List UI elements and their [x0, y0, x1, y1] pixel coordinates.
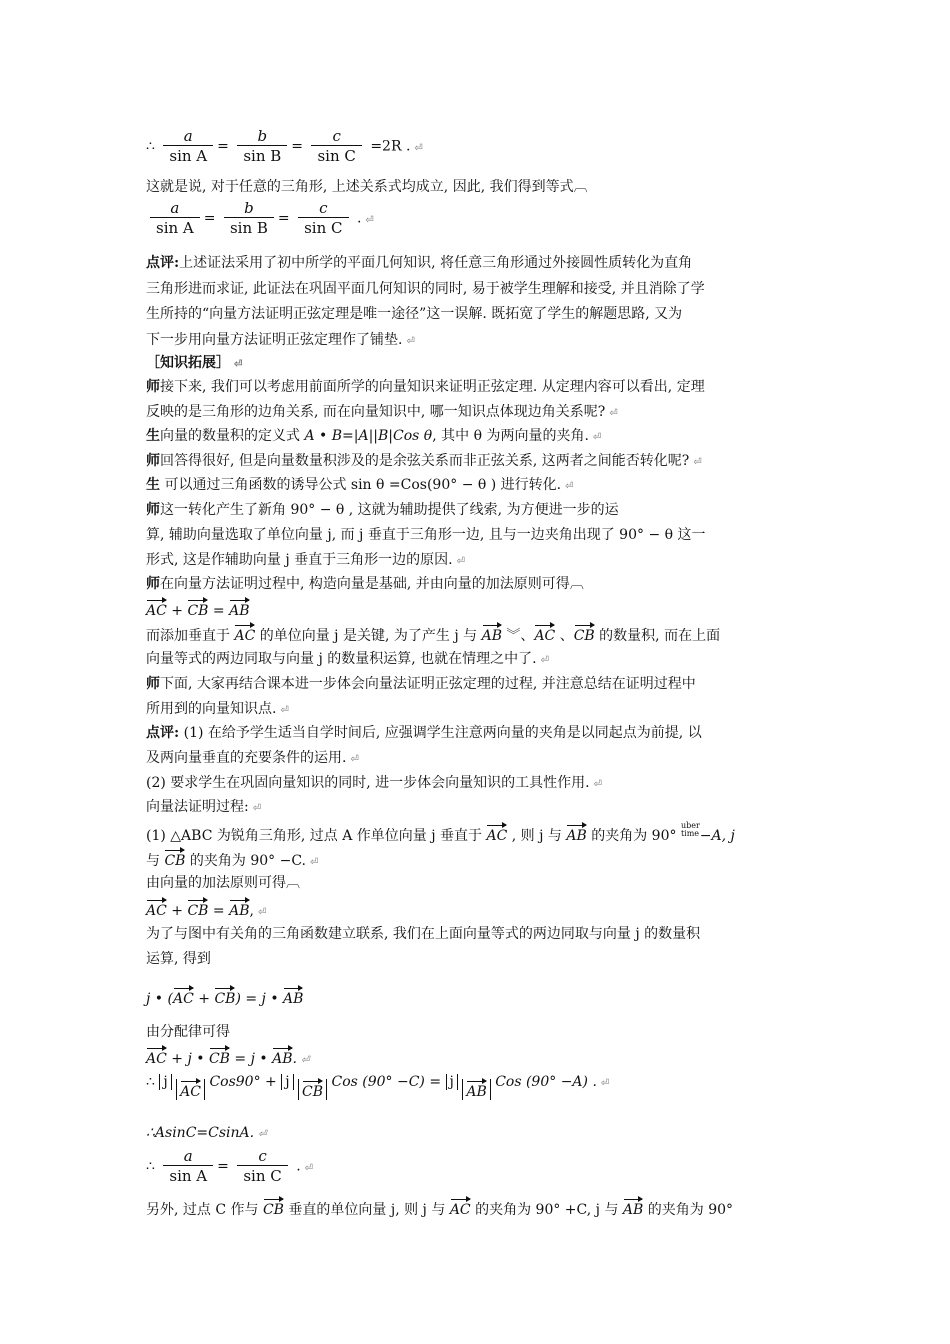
paragraph-conclusion: 这就是说, 对于任意的三角形, 上述关系式均成立, 因此, 我们得到等式︹ — [146, 179, 588, 195]
proof-1-line-2: 与 CB 的夹角为 90° −C. ⏎ — [146, 848, 810, 873]
vector-AB: AB — [229, 598, 249, 618]
teacher-5-line-1: 师下面, 大家再结合课本进一步体会向量法证明正弦定理的过程, 并注意总结在证明过程中 — [146, 676, 696, 692]
fraction-b-sinB: $\frac{b}{\text{sin B}}$ — [224, 200, 274, 237]
proof-addition-rule: 由向量的加法原则可得︹ — [146, 875, 300, 891]
return-mark: ⏎ — [414, 142, 423, 154]
equation-magnitudes: ∴ j AC Cos90° + j CB Cos (90° −C) = j AB Cos (90° −A) . ⏎ — [146, 1074, 610, 1100]
student-2: 生 可以通过三角函数的诱导公式 sin θ =Cos(90° − θ ) 进行转化. ⏎ — [146, 477, 574, 493]
fraction-b-sinB: $\frac{b}{\text{sin B}}$ — [237, 128, 287, 165]
equation-j-dot: j • (AC + CB) = j • AB — [146, 986, 810, 1009]
teacher-3-line-2: 算, 辅助向量选取了单位向量 j, 而 j 垂直于三角形一边, 且与一边夹角出现了 90° − θ 这一 — [146, 527, 706, 543]
proof-1-line-1: (1) △ABC 为锐角三角形, 过点 A 作单位向量 j 垂直于 AC , 则 j 与 AB 的夹角为 90° uber time −A, j — [146, 821, 735, 844]
comment-2-line-2: 及两向量垂直的充要条件的运用. ⏎ — [146, 750, 359, 766]
fraction-a-sinA: $\frac{a}{\text{sin A}}$ — [163, 128, 213, 165]
section-heading: ［知识拓展］ ⏎ — [146, 355, 243, 371]
proof-paragraph-line-2: 运算, 得到 — [146, 951, 211, 967]
fraction-a-sinA: $\frac{a}{\text{sin A}}$ — [150, 200, 200, 237]
comment-1-line-4: 下一步用向量方法证明正弦定理作了铺垫. ⏎ — [146, 332, 415, 348]
comment-1-line-3: 生所持的“向量方法证明正弦定理是唯一途径”这一误解. 既拓宽了学生的解题思路, 又为 — [146, 306, 683, 322]
vector-equation-1: AC + CB = AB — [146, 598, 810, 621]
fraction-c-sinC: $\frac{c}{\text{sin C}}$ — [311, 128, 361, 165]
formula-a-c: ∴ $\frac{a}{\text{sin A}}$ = $\frac{c}{\text{sin C}}$ . ⏎ — [146, 1147, 314, 1185]
comment-1-line-1: 点评:上述证法采用了初中所学的平面几何知识, 将任意三角形通过外接圆性质转化为直角 — [146, 255, 693, 271]
student-1: 生向量的数量积的定义式 A • B=|A||B|Cos θ, 其中 θ 为两向量的夹角. ⏎ — [146, 428, 602, 444]
equation-asinC: ∴AsinC=CsinA. ⏎ — [146, 1125, 267, 1141]
teacher-3-line-3: 形式, 这是作辅助向量 j 垂直于三角形一边的原因. ⏎ — [146, 552, 465, 568]
teacher-3-line-1: 师这一转化产生了新角 90° − θ , 这就为辅助提供了线索, 为方便进一步的运 — [146, 502, 619, 518]
teacher-4: 师在向量方法证明过程中, 构造向量是基础, 并由向量的加法原则可得︹ — [146, 576, 584, 592]
formula-law-of-sines-2R: ∴ $\frac{a}{\text{sin A}}$ = $\frac{b}{\text{sin B}}$ = $\frac{c}{\text{sin C}}$ =2R . ⏎ — [146, 127, 423, 165]
fraction-c-sinC: $\frac{c}{\text{sin C}}$ — [298, 200, 348, 237]
vector-AC: AC — [146, 598, 167, 618]
proof-paragraph-line-1: 为了与图中有关角的三角函数建立联系, 我们在上面向量等式的两边同取与向量 j 的数量积 — [146, 926, 701, 942]
proof-title: 向量法证明过程: ⏎ — [146, 799, 262, 815]
comment-1-line-2: 三角形进而求证, 此证法在巩固平面几何知识的同时, 易于被学生理解和接受, 并且消除了学 — [146, 281, 705, 297]
vector-equation-2: AC + CB = AB, ⏎ — [146, 898, 810, 923]
stray-glyph: uber time — [680, 821, 700, 838]
paragraph-2-line-2: 向量等式的两边同取与向量 j 的数量积运算, 也就在情理之中了. ⏎ — [146, 651, 549, 667]
paragraph-2-line-1: 而添加垂直于 AC 的单位向量 j 是关键, 为了产生 j 与 AB ︾、AC 、CB 的数量积, 而在上面 — [146, 623, 810, 646]
comment-2-line-3: (2) 要求学生在巩固向量知识的同时, 进一步体会向量知识的工具性作用. ⏎ — [146, 775, 603, 791]
equation-distributed: AC + j • CB = j • AB. ⏎ — [146, 1046, 810, 1071]
last-line: 另外, 过点 C 作与 CB 垂直的单位向量 j, 则 j 与 AC 的夹角为 90° +C, j 与 AB 的夹角为 90° — [146, 1197, 810, 1220]
comment-2-line-1: 点评: (1) 在给予学生适当自学时间后, 应强调学生注意两向量的夹角是以同起点为前提, 以 — [146, 725, 702, 741]
distributive-law: 由分配律可得 — [146, 1024, 230, 1040]
formula-law-of-sines: $\frac{a}{\text{sin A}}$ = $\frac{b}{\text{sin B}}$ = $\frac{c}{\text{sin C}}$ . ⏎ — [146, 200, 810, 244]
teacher-1-line-1: 师接下来, 我们可以考虑用前面所学的向量知识来证明正弦定理. 从定理内容可以看出, 定理 — [146, 379, 705, 395]
teacher-1-line-2: 反映的是三角形的边角关系, 而在向量知识中, 哪一知识点体现边角关系呢? ⏎ — [146, 404, 618, 420]
therefore-symbol: ∴ — [146, 138, 155, 155]
teacher-2: 师回答得很好, 但是向量数量积涉及的是余弦关系而非正弦关系, 这两者之间能否转化呢? ⏎ — [146, 453, 702, 469]
vector-CB: CB — [187, 598, 208, 618]
teacher-5-line-2: 所用到的向量知识点. ⏎ — [146, 701, 289, 717]
